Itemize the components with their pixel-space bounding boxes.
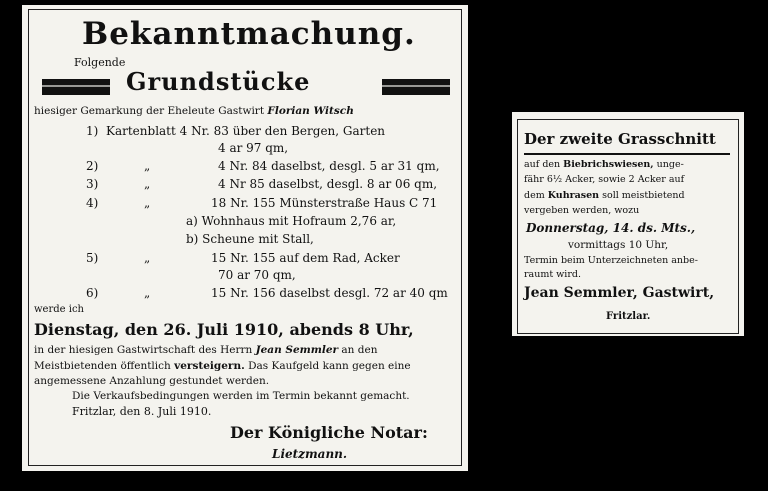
decorative-bar-right <box>382 79 450 95</box>
right-line-8: raumt wird. <box>524 269 581 280</box>
signature-name: Lietzmann. <box>272 447 348 461</box>
right-line-1 <box>524 160 684 170</box>
meadow-name: Biebrichswiesen, <box>563 159 654 170</box>
item-text: 15 Nr. 155 auf dem Rad, Acker <box>211 251 400 265</box>
item-num: 5) <box>86 251 99 265</box>
body-line-4: Die Verkaufsbedingungen werden im Termin bekannt gemacht. <box>72 390 410 402</box>
auction-notice-clipping <box>22 5 468 471</box>
place-date: Fritzlar, den 8. Juli 1910. <box>72 405 212 418</box>
pasture-name: Kuhrasen <box>547 190 600 201</box>
line1-pre: auf den <box>524 159 561 170</box>
item-ditto: „ <box>144 286 151 300</box>
right-date: Donnerstag, 14. ds. Mts., <box>526 221 696 235</box>
item-ditto: „ <box>144 177 151 191</box>
owner-name: Florian Witsch <box>267 105 354 117</box>
item-num: 6) <box>86 286 99 300</box>
notice-title: Der zweite Grasschnitt <box>524 130 716 148</box>
folgende-label: Folgende <box>74 56 126 69</box>
body-line-3: angemessene Anzahlung gestundet werden. <box>34 375 270 387</box>
auction-date: Dienstag, den 26. Juli 1910, abends 8 Uhr, <box>34 320 414 339</box>
intro-line <box>34 106 354 117</box>
item-num: 3) <box>86 177 99 191</box>
innkeeper-name: Jean Semmler <box>255 344 339 356</box>
title-rule <box>524 153 730 155</box>
body2-post: Das Kaufgeld kann gegen eine <box>248 360 411 372</box>
body2-pre: Meistbietenden öffentlich <box>34 360 171 372</box>
right-line-7: Termin beim Unterzeichneten anbe- <box>524 255 698 266</box>
line3-post: soll meistbietend <box>602 190 685 201</box>
werde-ich-label: werde ich <box>34 304 84 315</box>
right-line-2: fähr 6½ Acker, sowie 2 Acker auf <box>524 174 685 185</box>
intro-prefix: hiesiger Gemarkung der Eheleute Gastwirt <box>34 105 265 117</box>
notice-title: Bekanntmachung. <box>82 16 416 52</box>
item-text: Kartenblatt 4 Nr. 83 über den Bergen, Garten <box>106 124 386 138</box>
item-text: 4 Nr 85 daselbst, desgl. 8 ar 06 qm, <box>218 177 438 191</box>
right-signature: Jean Semmler, Gastwirt, <box>524 285 715 301</box>
versteigern-word: versteigern. <box>174 360 245 372</box>
body-line-2 <box>34 361 411 372</box>
grass-cutting-notice-clipping <box>512 112 744 336</box>
item-text: 70 ar 70 qm, <box>218 268 296 282</box>
right-time: vormittags 10 Uhr, <box>568 239 669 251</box>
notice-subtitle: Grundstücke <box>126 67 311 96</box>
item-text: a) Wohnhaus mit Hofraum 2,76 ar, <box>186 214 397 228</box>
item-text: 4 Nr. 84 daselbst, desgl. 5 ar 31 qm, <box>218 159 440 173</box>
item-ditto: „ <box>144 251 151 265</box>
right-line-3 <box>524 191 685 201</box>
line1-post: unge- <box>656 159 684 170</box>
decorative-bar-left <box>42 79 110 95</box>
item-ditto: „ <box>144 196 151 210</box>
item-ditto: „ <box>144 159 151 173</box>
item-num: 4) <box>86 196 99 210</box>
item-text: b) Scheune mit Stall, <box>186 232 314 246</box>
body-line-1 <box>34 345 377 356</box>
item-text: 18 Nr. 155 Münsterstraße Haus C 71 <box>211 196 438 210</box>
body1-post: an den <box>341 344 378 356</box>
right-place: Fritzlar. <box>606 311 651 322</box>
item-num: 2) <box>86 159 99 173</box>
right-line-4: vergeben werden, wozu <box>524 205 640 216</box>
signature-title: Der Königliche Notar: <box>230 423 428 442</box>
item-text: 15 Nr. 156 daselbst desgl. 72 ar 40 qm <box>211 286 448 300</box>
item-text: 4 ar 97 qm, <box>218 141 289 155</box>
body1-pre: in der hiesigen Gastwirtschaft des Herrn <box>34 344 253 356</box>
item-num: 1) <box>86 124 99 138</box>
line3-pre: dem <box>524 190 545 201</box>
